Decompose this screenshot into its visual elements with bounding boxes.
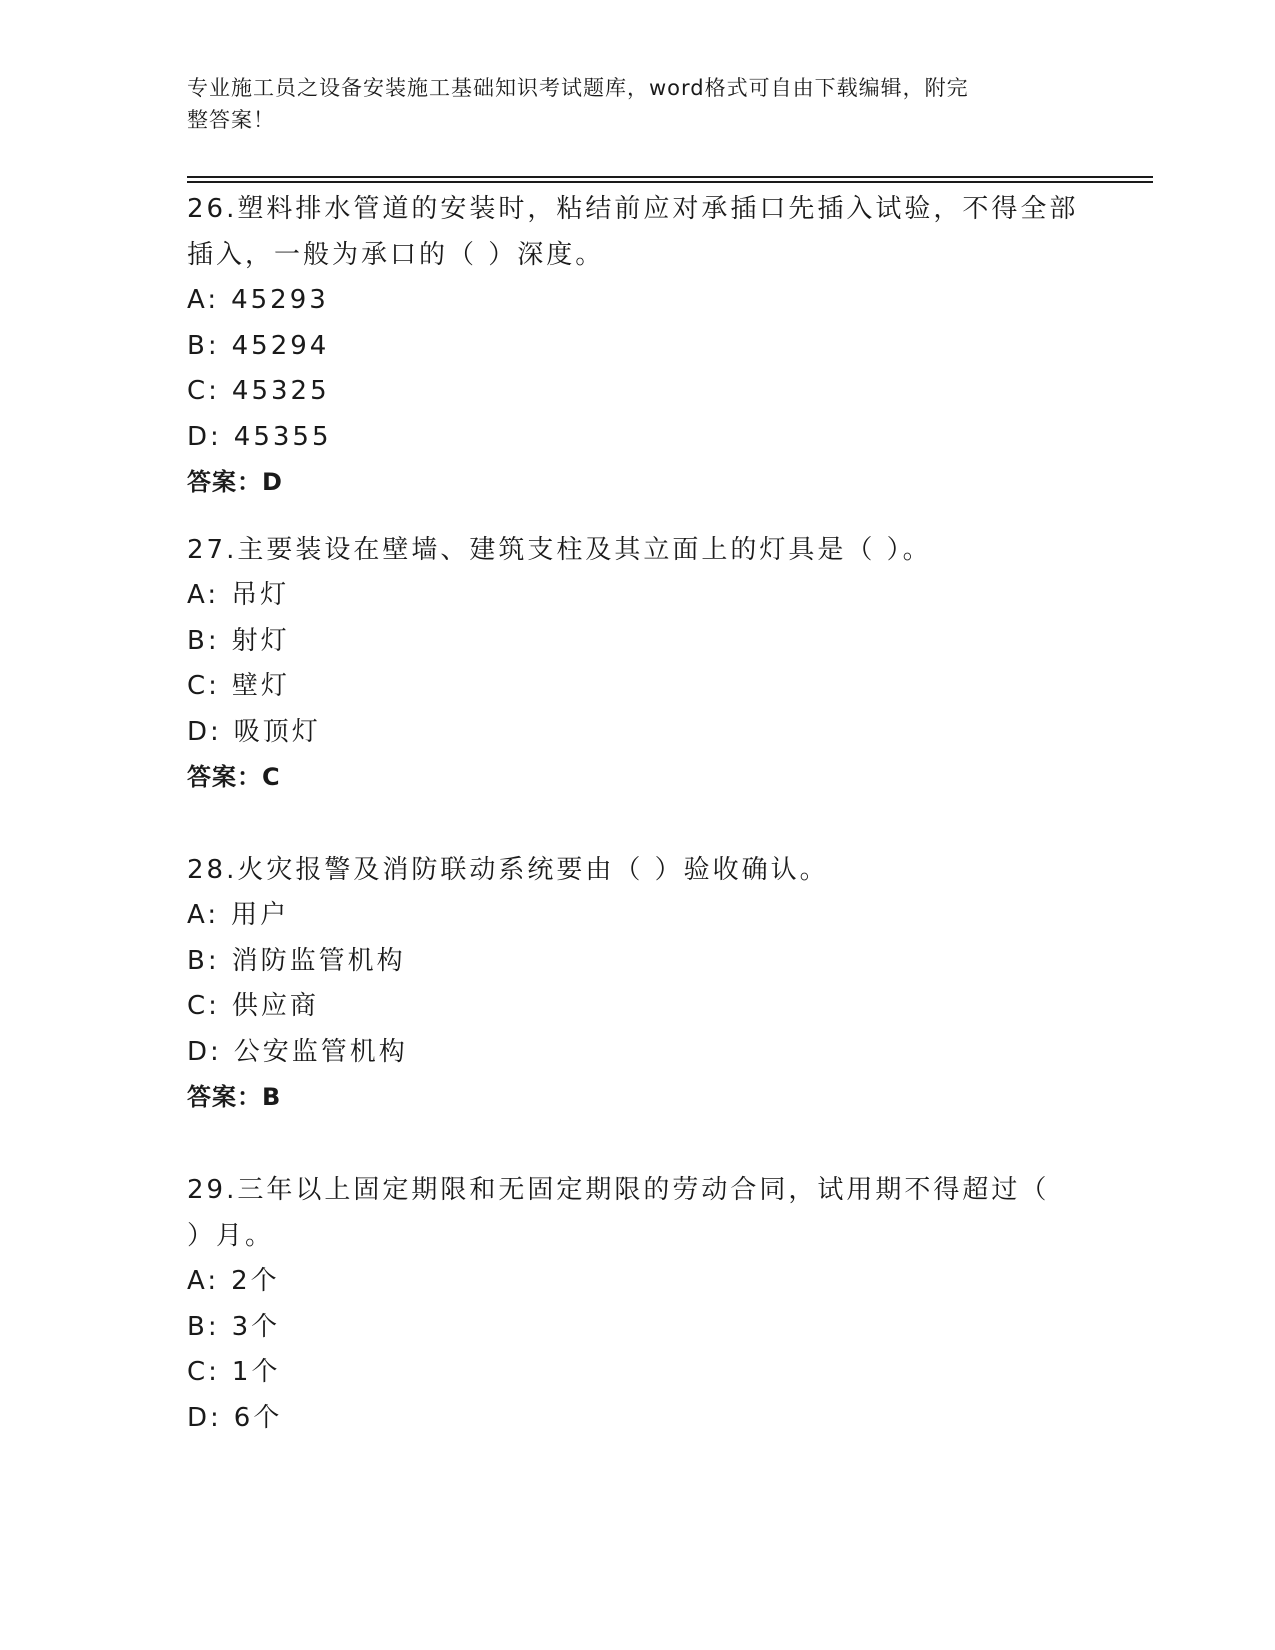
divider-bottom [187, 181, 1153, 183]
answer-value: B [262, 1083, 282, 1111]
option-text: 公安监管机构 [233, 1036, 408, 1067]
option-d [187, 1030, 1087, 1076]
option-letter: A: [187, 900, 220, 930]
option-text: 吸顶灯 [233, 716, 321, 747]
option-text: 1个 [231, 1357, 281, 1387]
option-a [187, 893, 1087, 939]
question-29 [187, 1167, 1087, 1441]
option-letter: D: [187, 1036, 222, 1067]
answer-value: D [262, 468, 283, 496]
option-c [187, 984, 1087, 1030]
divider-top [187, 176, 1153, 178]
option-text: 3个 [231, 1311, 281, 1342]
option-letter: B: [187, 1311, 220, 1342]
option-text: 射灯 [231, 625, 290, 656]
question-28 [187, 847, 1087, 1120]
answer-label: 答案： [187, 468, 262, 496]
question-27 [187, 527, 1087, 800]
header-line-2: 整答案！ [187, 108, 275, 132]
option-b [187, 939, 1087, 985]
option-a [187, 278, 1087, 324]
option-b [187, 324, 1087, 370]
option-text: 45355 [233, 421, 332, 452]
answer-line [187, 755, 1087, 800]
option-letter: A: [187, 580, 220, 610]
option-letter: A: [187, 1266, 220, 1296]
option-d [187, 710, 1087, 756]
option-a [187, 573, 1087, 619]
option-text: 供应商 [231, 991, 319, 1021]
option-letter: B: [187, 330, 220, 361]
question-stem-line: 28.火灾报警及消防联动系统要由（ ）验收确认。 [187, 855, 829, 885]
option-text: 用户 [231, 900, 290, 930]
option-text: 45293 [231, 285, 329, 315]
answer-value: C [262, 763, 281, 791]
option-b [187, 1305, 1087, 1351]
question-stem-line: 插入，一般为承口的（ ）深度。 [187, 240, 605, 270]
question-stem-line: 26.塑料排水管道的安装时，粘结前应对承插口先插入试验，不得全部 [187, 194, 1079, 224]
option-b [187, 619, 1087, 665]
option-letter: D: [187, 421, 222, 452]
option-letter: B: [187, 945, 220, 976]
option-c [187, 1350, 1087, 1396]
option-letter: C: [187, 1357, 220, 1387]
question-26 [187, 186, 1087, 505]
option-text: 消防监管机构 [231, 945, 406, 976]
option-text: 壁灯 [231, 671, 290, 701]
answer-line [187, 460, 1087, 505]
header-line-1: 专业施工员之设备安装施工基础知识考试题库，word格式可自由下载编辑，附完 [187, 76, 969, 100]
answer-label: 答案： [187, 1083, 262, 1111]
option-letter: D: [187, 716, 222, 747]
option-text: 45325 [231, 376, 330, 406]
question-stem-line: ）月。 [187, 1221, 275, 1251]
option-letter: D: [187, 1402, 222, 1433]
option-letter: C: [187, 376, 220, 406]
option-letter: C: [187, 991, 220, 1021]
question-stem-line: 27.主要装设在壁墙、建筑支柱及其立面上的灯具是（ ）。 [187, 535, 932, 565]
option-letter: B: [187, 625, 220, 656]
answer-label: 答案： [187, 763, 262, 791]
option-d [187, 1396, 1087, 1442]
option-text: 2个 [231, 1266, 280, 1296]
option-letter: A: [187, 285, 220, 315]
option-c [187, 664, 1087, 710]
document-header [187, 72, 1067, 136]
answer-line [187, 1075, 1087, 1120]
option-a [187, 1259, 1087, 1305]
option-text: 6个 [233, 1402, 283, 1433]
option-d [187, 415, 1087, 461]
question-stem-line: 29.三年以上固定期限和无固定期限的劳动合同，试用期不得超过（ [187, 1175, 1050, 1205]
option-text: 吊灯 [231, 580, 290, 610]
option-letter: C: [187, 671, 220, 701]
option-c [187, 369, 1087, 415]
option-text: 45294 [231, 330, 330, 361]
